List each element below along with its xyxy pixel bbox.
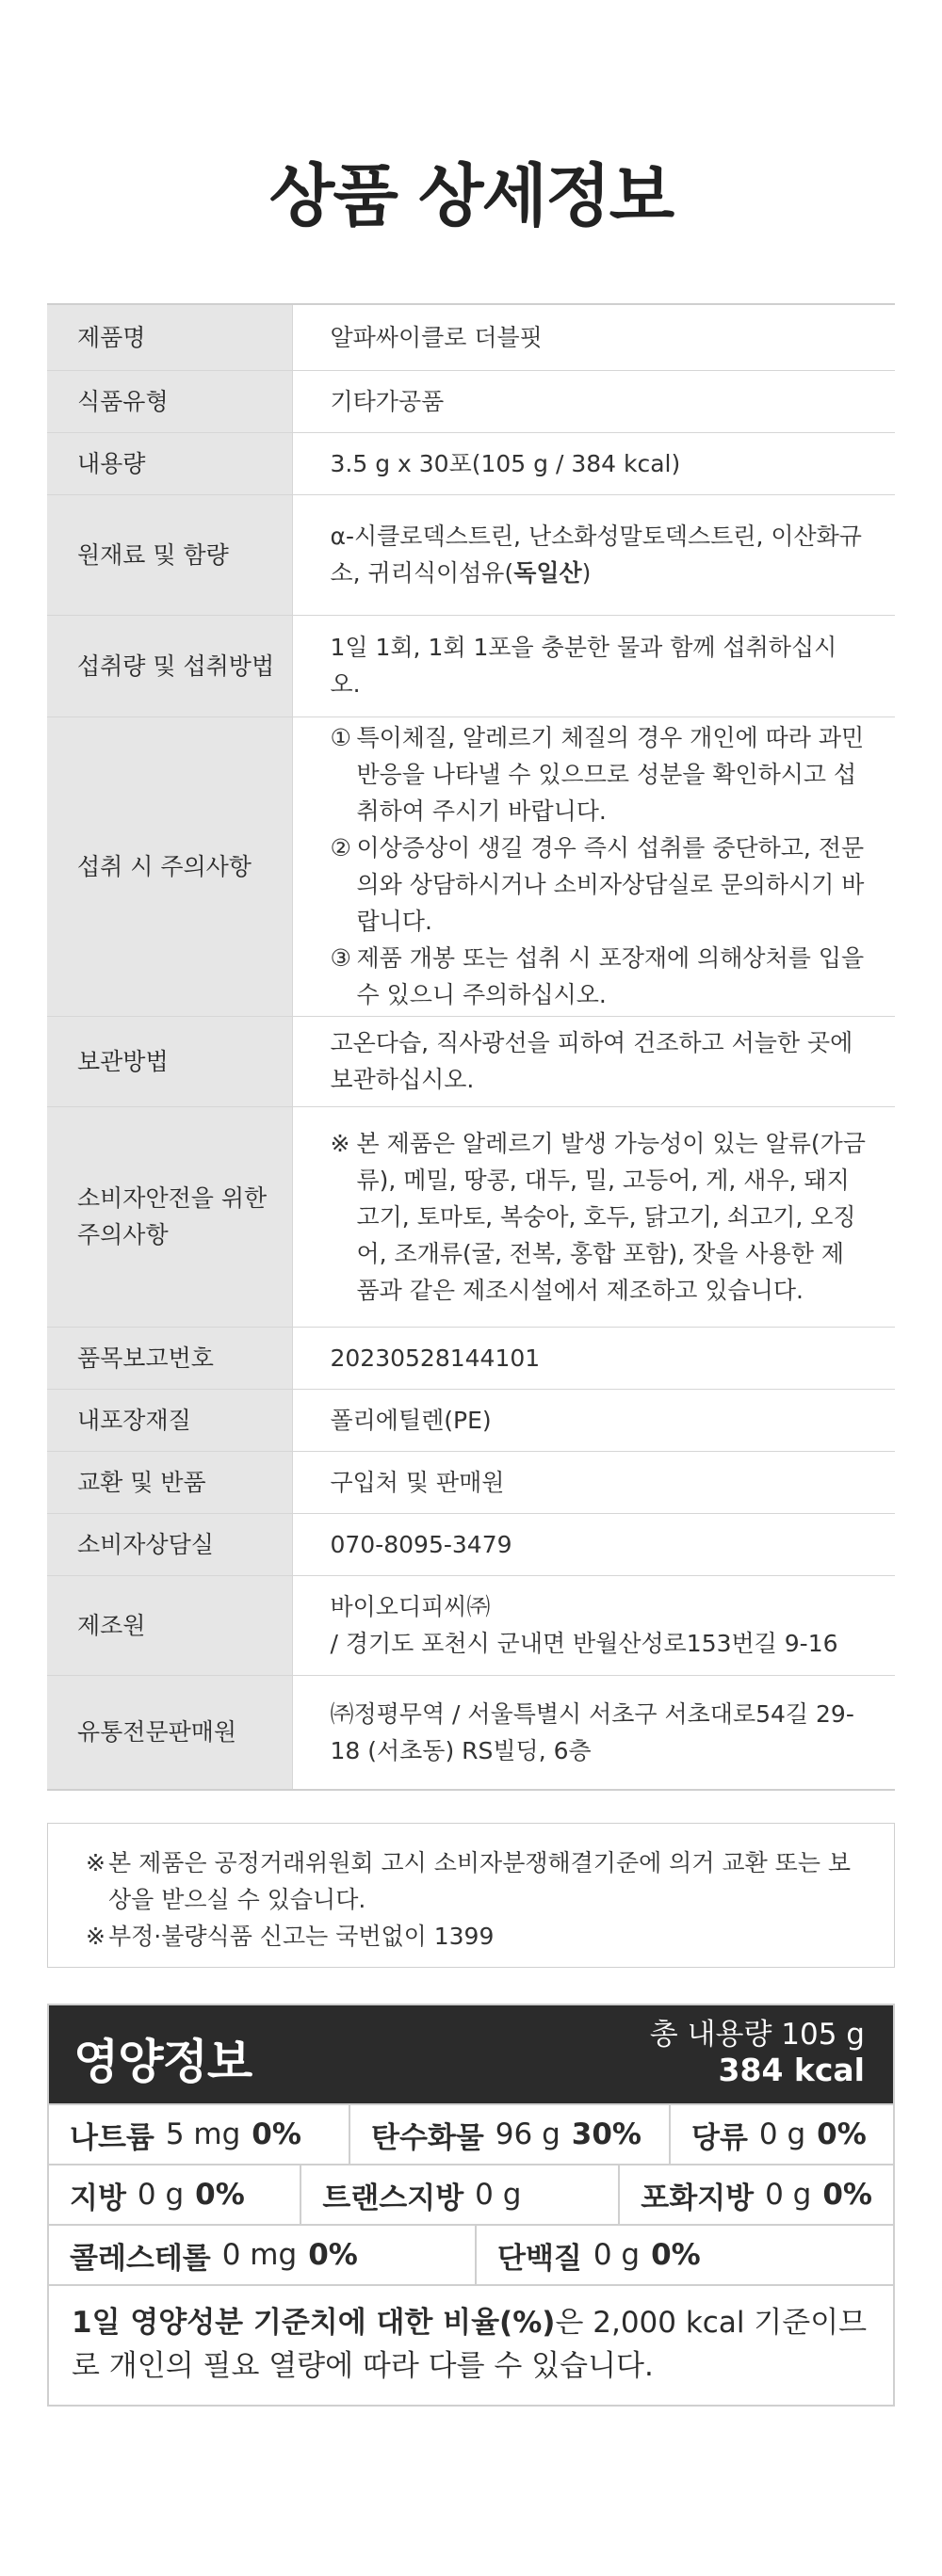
info-row-exchange [47,1451,895,1513]
row-value: 기타가공품 [292,370,895,432]
page-title: 상품 상세정보 [268,156,674,235]
row-label: 내포장재질 [47,1389,292,1451]
row-value [292,1575,895,1675]
nutrient-pct: 0% [252,2117,301,2151]
row-value: 구입처 및 판매원 [292,1451,895,1513]
row-value: 폴리에틸렌(PE) [292,1389,895,1451]
info-row-content-amount [47,432,895,494]
nutrition-title: 영양정보 [73,2035,252,2089]
list-mark: ③ [330,944,351,972]
notice-text: 부정·불량식품 신고는 국번없이 1399 [108,1923,495,1950]
nutrient-amount: 0 g [758,2117,806,2151]
row-label: 식품유형 [47,370,292,432]
nutrient-name: 탄수화물 [371,2120,484,2155]
notice-text: 본 제품은 공정거래위원회 고시 소비자분쟁해결기준에 의거 교환 또는 보상을 받으실 수 있습니다. [108,1849,852,1913]
notice-line [86,1844,868,1918]
footnote-text: 은 2,000 kcal 기준이므로 개인의 필요 열량에 따라 다를 수 있습니다. [72,2306,868,2383]
nutrient-name: 단백질 [497,2241,582,2276]
nutrient-cholesterol [49,2226,475,2284]
list-item [331,1125,868,1309]
notice-line [86,1918,868,1955]
row-label: 교환 및 반품 [47,1451,292,1513]
nutrient-amount: 0 g [475,2178,522,2212]
nutrient-sugars [669,2105,893,2164]
nutrient-name: 나트륨 [70,2120,154,2155]
row-label: 소비자안전을 위한 주의사항 [47,1106,292,1327]
nutrient-fat [49,2165,300,2224]
list-text: 이상증상이 생길 경우 즉시 섭취를 중단하고, 전문의와 상담하시거나 소비자상담실로 문의하시기 바랍니다. [356,834,865,935]
list-text: 본 제품은 알레르기 발생 가능성이 있는 알류(가금류), 메밀, 땅콩, 대두, 밀, 고등어, 게, 새우, 돼지고기, 토마토, 복숭아, 호두, 닭고기, 쇠고기, 오징어, 조개류(굴, 전복, 홍합 포함), 잣을 사용한 제품과 같은 제조시설에서 제조하고 있습니다. [356,1129,866,1304]
row-label: 섭취량 및 섭취방법 [47,615,292,716]
nutrient-amount: 5 mg [165,2117,241,2151]
nutrient-name: 지방 [70,2181,126,2215]
list-text: 특이체질, 알레르기 체질의 경우 개인에 따라 과민반응을 나타낼 수 있으므로 성분을 확인하시고 섭취하여 주시기 바랍니다. [356,724,865,825]
nutrient-pct: 0% [822,2178,872,2212]
list-mark: ※ [330,1129,350,1157]
row-label: 보관방법 [47,1016,292,1106]
nutrient-pct: 30% [571,2117,642,2151]
row-value: 1일 1회, 1회 1포을 충분한 물과 함께 섭취하십시오. [292,615,895,716]
total-kcal: 384 kcal [718,2052,865,2088]
info-row-ingredients [47,494,895,615]
notice-mark: ※ [86,1849,106,1876]
row-label: 섭취 시 주의사항 [47,716,292,1016]
nutrition-row [49,2164,893,2224]
row-value: 20230528144101 [292,1327,895,1389]
list-mark: ① [330,724,351,751]
row-value: 3.5 g x 30포(105 g / 384 kcal) [292,432,895,494]
info-row-intake-caution [47,716,895,1016]
info-row-storage [47,1016,895,1106]
row-value: 고온다습, 직사광선을 피하여 건조하고 서늘한 곳에 보관하십시오. [292,1016,895,1106]
info-row-consumer-safety [47,1106,895,1327]
info-row-product-name [47,304,895,370]
row-value [292,1106,895,1327]
nutrient-name: 트랜스지방 [322,2181,464,2215]
row-label: 유통전문판매원 [47,1675,292,1790]
footnote-bold: 1일 영양성분 기준치에 대한 비율(%) [72,2306,556,2340]
nutrient-carbs [349,2105,669,2164]
nutrition-facts-panel [47,2004,895,2407]
notice-mark: ※ [86,1923,106,1950]
list-text: 제품 개봉 또는 섭취 시 포장재에 의해상처를 입을 수 있으니 주의하십시오. [356,944,865,1008]
manufacturer-name: 바이오디피씨㈜ [330,1593,491,1620]
row-label: 내용량 [47,432,292,494]
row-label: 제조원 [47,1575,292,1675]
nutrient-sodium [49,2105,349,2164]
product-info-table [47,303,895,1791]
nutrient-amount: 0 g [765,2178,812,2212]
nutrient-name: 당류 [691,2120,748,2155]
list-item [331,719,868,829]
row-value: 070-8095-3479 [292,1513,895,1575]
nutrition-row [49,2224,893,2284]
origin-bold: 독일산 [513,559,582,587]
nutrition-footnote [49,2284,893,2405]
nutrient-amount: 0 g [593,2238,641,2272]
info-row-consumer-center [47,1513,895,1575]
nutrient-pct: 0% [817,2117,867,2151]
row-value [292,716,895,1016]
nutrient-trans-fat [300,2165,618,2224]
info-row-distributor [47,1675,895,1790]
nutrient-amount: 0 mg [221,2238,298,2272]
info-row-food-type [47,370,895,432]
info-row-report-number [47,1327,895,1389]
nutrient-pct: 0% [308,2238,358,2272]
ingredients-text: α-시클로덱스트린, 난소화성말토덱스트린, 이산화규소, 귀리식이섬유( [330,523,862,587]
ingredients-close: ) [581,559,592,587]
nutrition-total [650,2017,865,2088]
nutrition-row [49,2103,893,2164]
row-label: 원재료 및 함량 [47,494,292,615]
row-value: 알파싸이클로 더블핏 [292,304,895,370]
row-value [292,494,895,615]
manufacturer-address: / 경기도 포천시 군내면 반월산성로153번길 9-16 [330,1630,838,1657]
list-item [331,940,868,1013]
row-label: 품목보고번호 [47,1327,292,1389]
nutrient-name: 콜레스테롤 [70,2241,211,2276]
nutrient-amount: 0 g [137,2178,185,2212]
nutrition-header [49,2005,893,2103]
nutrient-sat-fat [618,2165,893,2224]
nutrient-pct: 0% [651,2238,701,2272]
total-amount: 총 내용량 105 g [649,2018,865,2052]
info-row-packaging [47,1389,895,1451]
row-value: ㈜정평무역 / 서울특별시 서초구 서초대로54길 29-18 (서초동) RS빌딩, 6층 [292,1675,895,1790]
notice-box [47,1823,895,1968]
nutrient-pct: 0% [195,2178,245,2212]
info-row-manufacturer [47,1575,895,1675]
nutrient-protein [475,2226,893,2284]
info-row-intake-method [47,615,895,716]
row-label: 제품명 [47,304,292,370]
list-item [331,829,868,940]
row-label: 소비자상담실 [47,1513,292,1575]
nutrient-amount: 96 g [495,2117,560,2151]
list-mark: ② [330,834,351,861]
nutrient-name: 포화지방 [641,2181,755,2215]
